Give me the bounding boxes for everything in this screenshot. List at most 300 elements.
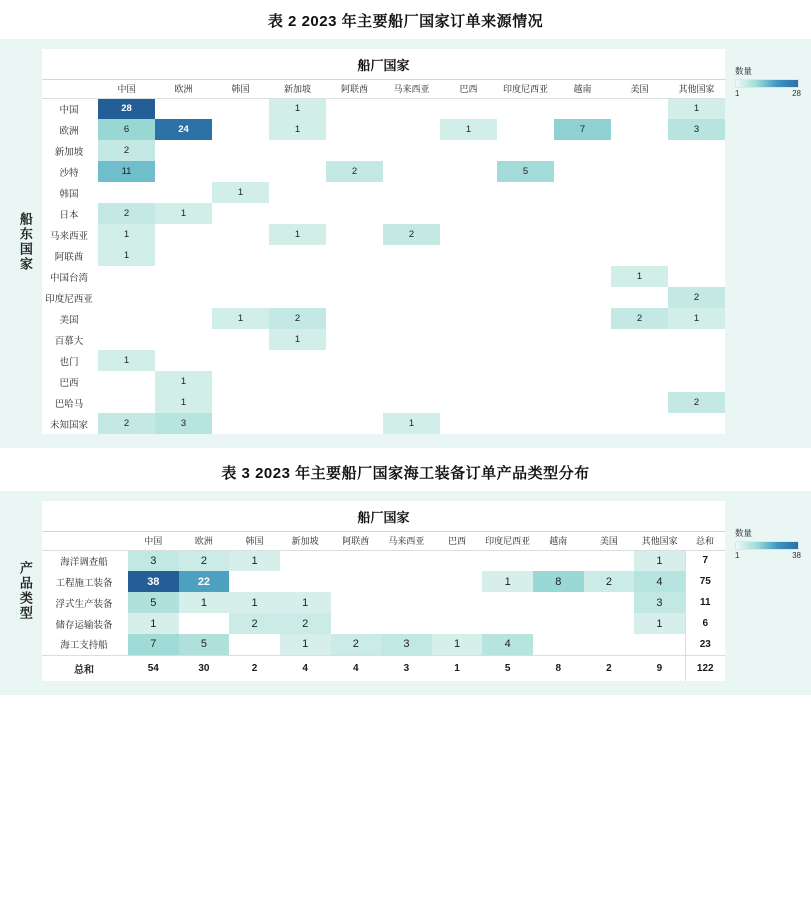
heatmap-cell-empty: [280, 550, 331, 571]
table2-panel: [0, 39, 811, 448]
grand-total: 122: [685, 655, 725, 681]
column-header: 韩国: [212, 80, 269, 98]
heatmap-cell-empty: [269, 140, 326, 161]
heatmap-cell-empty: [554, 266, 611, 287]
heatmap-cell: 4: [634, 571, 685, 592]
heatmap-cell-empty: [440, 203, 497, 224]
heatmap-cell-empty: [611, 224, 668, 245]
heatmap-cell-empty: [383, 203, 440, 224]
column-header-total: 总和: [685, 532, 725, 550]
heatmap-cell-empty: [326, 203, 383, 224]
heatmap-cell-empty: [432, 571, 483, 592]
heatmap-cell-empty: [326, 329, 383, 350]
column-header: 美国: [611, 80, 668, 98]
heatmap-cell: 38: [128, 571, 179, 592]
column-header: 欧洲: [179, 532, 230, 550]
heatmap-cell-empty: [497, 308, 554, 329]
column-total: 30: [179, 655, 230, 681]
heatmap-cell: 24: [155, 119, 212, 140]
heatmap-cell-empty: [98, 266, 155, 287]
table-row: [42, 119, 725, 140]
heatmap-cell-empty: [554, 413, 611, 434]
heatmap-cell-empty: [554, 98, 611, 119]
heatmap-cell-empty: [440, 350, 497, 371]
heatmap-cell-empty: [497, 98, 554, 119]
heatmap-cell-empty: [668, 140, 725, 161]
heatmap-cell-empty: [533, 592, 584, 613]
heatmap-cell-empty: [440, 287, 497, 308]
heatmap-cell: 2: [584, 571, 635, 592]
column-header: 新加坡: [280, 532, 331, 550]
heatmap-cell: 2: [611, 308, 668, 329]
heatmap-cell: 1: [269, 329, 326, 350]
heatmap-cell: 1: [212, 308, 269, 329]
heatmap-cell: 2: [383, 224, 440, 245]
heatmap-cell-empty: [269, 413, 326, 434]
heatmap-cell: 1: [229, 592, 280, 613]
row-header: 浮式生产装备: [55, 598, 113, 610]
heatmap-cell-empty: [497, 203, 554, 224]
heatmap-cell: 1: [212, 182, 269, 203]
heatmap-cell: 1: [611, 266, 668, 287]
column-header: 阿联酋: [331, 532, 382, 550]
legend-gradient-bar: [735, 79, 799, 88]
heatmap-cell-empty: [584, 634, 635, 655]
table-row: [42, 203, 725, 224]
heatmap-cell-empty: [331, 592, 382, 613]
heatmap-cell: 3: [128, 550, 179, 571]
column-header: 阿联酋: [326, 80, 383, 98]
heatmap-cell-empty: [381, 571, 432, 592]
column-header: 美国: [584, 532, 635, 550]
heatmap-cell: 1: [155, 203, 212, 224]
heatmap-cell-empty: [326, 140, 383, 161]
heatmap-cell-empty: [212, 266, 269, 287]
heatmap-cell: 2: [269, 308, 326, 329]
table-row: [42, 140, 725, 161]
heatmap-cell-empty: [554, 308, 611, 329]
heatmap-cell: 1: [269, 119, 326, 140]
heatmap-cell-empty: [269, 245, 326, 266]
heatmap-cell-empty: [668, 329, 725, 350]
heatmap-cell-empty: [212, 371, 269, 392]
row-header: 海洋调查船: [60, 556, 108, 568]
heatmap-cell-empty: [155, 266, 212, 287]
heatmap-cell: 2: [229, 613, 280, 634]
heatmap-cell: 1: [229, 550, 280, 571]
heatmap-cell-empty: [668, 203, 725, 224]
heatmap-cell-empty: [440, 266, 497, 287]
heatmap-cell-empty: [584, 592, 635, 613]
heatmap-cell-empty: [383, 350, 440, 371]
table-row: [42, 161, 725, 182]
heatmap-cell: 3: [668, 119, 725, 140]
table3-row-axis-label: 产品类型: [17, 561, 33, 621]
column-total: 54: [128, 655, 179, 681]
heatmap-cell-empty: [212, 140, 269, 161]
heatmap-cell-empty: [497, 329, 554, 350]
heatmap-cell-empty: [326, 119, 383, 140]
heatmap-cell-empty: [212, 224, 269, 245]
column-header: 印度尼西亚: [482, 532, 533, 550]
row-header: 海工支持船: [60, 640, 108, 652]
heatmap-cell-empty: [326, 350, 383, 371]
heatmap-cell-empty: [98, 329, 155, 350]
heatmap-cell-empty: [326, 224, 383, 245]
heatmap-cell: 1: [383, 413, 440, 434]
table3-matrix: [42, 501, 725, 681]
heatmap-cell-empty: [497, 392, 554, 413]
heatmap-cell: 2: [331, 634, 382, 655]
heatmap-cell-empty: [383, 287, 440, 308]
heatmap-cell: 1: [98, 350, 155, 371]
row-header: 新加坡: [54, 146, 84, 158]
table-row: [42, 329, 725, 350]
heatmap-cell-empty: [668, 245, 725, 266]
heatmap-cell-empty: [668, 350, 725, 371]
table-row: [42, 613, 725, 634]
table2-row-axis-label: 船东国家: [17, 211, 33, 272]
column-header: 巴西: [440, 80, 497, 98]
heatmap-cell: 2: [98, 140, 155, 161]
heatmap-cell-empty: [326, 308, 383, 329]
heatmap-cell-empty: [611, 98, 668, 119]
table-row: [42, 266, 725, 287]
row-total: 7: [685, 550, 725, 571]
heatmap-cell-empty: [554, 140, 611, 161]
heatmap-cell-empty: [212, 392, 269, 413]
heatmap-cell-empty: [554, 224, 611, 245]
column-header: 中国: [128, 532, 179, 550]
heatmap-cell: 1: [128, 613, 179, 634]
heatmap-cell: 1: [668, 98, 725, 119]
heatmap-cell-empty: [98, 371, 155, 392]
heatmap-cell: 1: [280, 634, 331, 655]
heatmap-cell-empty: [611, 287, 668, 308]
heatmap-cell-empty: [98, 308, 155, 329]
heatmap-cell-empty: [98, 287, 155, 308]
table3-legend: [735, 527, 801, 560]
heatmap-cell-empty: [383, 119, 440, 140]
table-row: [42, 98, 725, 119]
heatmap-cell-empty: [611, 413, 668, 434]
heatmap-cell-empty: [383, 371, 440, 392]
heatmap-cell-empty: [497, 371, 554, 392]
heatmap-cell-empty: [440, 140, 497, 161]
heatmap-cell: 1: [155, 371, 212, 392]
row-total: 23: [685, 634, 725, 655]
heatmap-cell-empty: [212, 245, 269, 266]
heatmap-cell-empty: [611, 350, 668, 371]
heatmap-cell-empty: [269, 350, 326, 371]
row-header: 马来西亚: [49, 230, 88, 242]
column-header: 印度尼西亚: [497, 80, 554, 98]
heatmap-cell-empty: [668, 224, 725, 245]
row-header: 印度尼西亚: [45, 293, 93, 305]
heatmap-cell: 1: [432, 634, 483, 655]
heatmap-cell-empty: [383, 182, 440, 203]
heatmap-cell-empty: [554, 329, 611, 350]
heatmap-cell-empty: [440, 392, 497, 413]
heatmap-cell-empty: [383, 140, 440, 161]
table-row: [42, 634, 725, 655]
heatmap-cell-empty: [155, 182, 212, 203]
column-header: 越南: [554, 80, 611, 98]
heatmap-cell: 2: [668, 392, 725, 413]
legend-gradient-bar: [735, 541, 799, 550]
column-header: 新加坡: [269, 80, 326, 98]
heatmap-cell: 1: [269, 98, 326, 119]
heatmap-cell-empty: [554, 203, 611, 224]
heatmap-cell-empty: [269, 287, 326, 308]
heatmap-cell: 2: [668, 287, 725, 308]
table2-matrix: [42, 49, 725, 434]
table-row: [42, 571, 725, 592]
heatmap-cell: 11: [98, 161, 155, 182]
heatmap-cell: 1: [179, 592, 230, 613]
corner-cell: [42, 532, 128, 550]
heatmap-cell: 2: [98, 413, 155, 434]
column-header: 韩国: [229, 532, 280, 550]
heatmap-cell-empty: [533, 613, 584, 634]
legend-min: 1: [735, 89, 740, 98]
row-header: 未知国家: [49, 419, 88, 431]
row-header: 中国台湾: [49, 272, 88, 284]
heatmap-cell: 1: [668, 308, 725, 329]
heatmap-cell-empty: [269, 266, 326, 287]
heatmap-cell-empty: [497, 287, 554, 308]
heatmap-cell: 3: [155, 413, 212, 434]
heatmap-cell-empty: [440, 245, 497, 266]
heatmap-cell-empty: [554, 245, 611, 266]
heatmap-cell-empty: [269, 371, 326, 392]
heatmap-cell-empty: [326, 245, 383, 266]
row-header: 日本: [59, 209, 79, 221]
heatmap-cell: 1: [98, 245, 155, 266]
heatmap-cell-empty: [155, 140, 212, 161]
heatmap-cell-empty: [497, 413, 554, 434]
heatmap-cell-empty: [668, 266, 725, 287]
heatmap-cell-empty: [383, 161, 440, 182]
heatmap-cell: 2: [326, 161, 383, 182]
heatmap-cell-empty: [482, 613, 533, 634]
heatmap-cell-empty: [383, 245, 440, 266]
heatmap-cell-empty: [668, 371, 725, 392]
heatmap-cell-empty: [497, 266, 554, 287]
heatmap-cell-empty: [381, 613, 432, 634]
heatmap-cell-empty: [331, 613, 382, 634]
heatmap-cell: 3: [381, 634, 432, 655]
table-total-row: [42, 655, 725, 681]
heatmap-cell-empty: [440, 98, 497, 119]
legend-max: 38: [792, 551, 801, 560]
heatmap-cell-empty: [155, 329, 212, 350]
heatmap-cell-empty: [440, 161, 497, 182]
row-total: 11: [685, 592, 725, 613]
heatmap-cell-empty: [98, 392, 155, 413]
column-header: 欧洲: [155, 80, 212, 98]
column-header: 马来西亚: [381, 532, 432, 550]
column-total: 3: [381, 655, 432, 681]
table-row: [42, 245, 725, 266]
table2-title: 表 2 2023 年主要船厂国家订单来源情况: [267, 13, 544, 30]
heatmap-cell-empty: [383, 392, 440, 413]
column-total: 5: [482, 655, 533, 681]
heatmap-cell-empty: [440, 371, 497, 392]
heatmap-cell-empty: [611, 140, 668, 161]
table2-col-group-label: 船厂国家: [42, 49, 725, 80]
heatmap-cell-empty: [440, 413, 497, 434]
heatmap-cell: 6: [98, 119, 155, 140]
heatmap-cell: 5: [179, 634, 230, 655]
heatmap-cell-empty: [155, 161, 212, 182]
heatmap-cell-empty: [440, 308, 497, 329]
heatmap-cell-empty: [440, 224, 497, 245]
heatmap-cell-empty: [497, 245, 554, 266]
table-row: [42, 392, 725, 413]
column-header: 其他国家: [668, 80, 725, 98]
table-row: [42, 592, 725, 613]
heatmap-cell-empty: [155, 287, 212, 308]
row-header: 美国: [59, 314, 79, 326]
column-header: 越南: [533, 532, 584, 550]
heatmap-cell-empty: [229, 634, 280, 655]
heatmap-cell: 1: [634, 550, 685, 571]
heatmap-cell-empty: [611, 371, 668, 392]
heatmap-cell-empty: [554, 371, 611, 392]
heatmap-cell-empty: [432, 592, 483, 613]
table-row: [42, 182, 725, 203]
heatmap-cell: 7: [128, 634, 179, 655]
heatmap-cell: 4: [482, 634, 533, 655]
heatmap-cell-empty: [554, 392, 611, 413]
heatmap-cell-empty: [668, 161, 725, 182]
row-header: 欧洲: [59, 125, 79, 137]
heatmap-cell-empty: [482, 592, 533, 613]
table-row: [42, 413, 725, 434]
heatmap-cell-empty: [497, 182, 554, 203]
heatmap-cell-empty: [497, 224, 554, 245]
heatmap-cell-empty: [212, 329, 269, 350]
heatmap-cell-empty: [611, 329, 668, 350]
heatmap-cell: 28: [98, 98, 155, 119]
heatmap-cell-empty: [179, 613, 230, 634]
heatmap-cell-empty: [155, 245, 212, 266]
heatmap-cell-empty: [497, 119, 554, 140]
heatmap-cell-empty: [584, 613, 635, 634]
heatmap-cell: 5: [128, 592, 179, 613]
heatmap-cell-empty: [212, 413, 269, 434]
row-header: 沙特: [59, 167, 79, 179]
heatmap-cell: 7: [554, 119, 611, 140]
row-header: 中国: [59, 104, 79, 116]
heatmap-cell: 3: [634, 592, 685, 613]
table-row: [42, 308, 725, 329]
row-header: 也门: [59, 356, 79, 368]
column-total: 4: [331, 655, 382, 681]
row-header: 百慕大: [54, 335, 84, 347]
heatmap-cell: 1: [440, 119, 497, 140]
table2-legend: [735, 65, 801, 98]
column-header: 马来西亚: [383, 80, 440, 98]
heatmap-cell: 5: [497, 161, 554, 182]
heatmap-cell: 1: [155, 392, 212, 413]
row-header: 巴西: [59, 377, 79, 389]
heatmap-cell-empty: [584, 550, 635, 571]
row-header: 储存运输装备: [55, 619, 113, 631]
heatmap-cell-empty: [212, 119, 269, 140]
heatmap-cell-empty: [383, 329, 440, 350]
heatmap-cell-empty: [331, 550, 382, 571]
heatmap-cell-empty: [381, 592, 432, 613]
table2-heatmap: [42, 80, 725, 434]
heatmap-cell: 22: [179, 571, 230, 592]
heatmap-cell: 2: [280, 613, 331, 634]
heatmap-cell-empty: [440, 329, 497, 350]
heatmap-cell: 1: [98, 224, 155, 245]
heatmap-cell-empty: [155, 308, 212, 329]
heatmap-cell-empty: [554, 287, 611, 308]
heatmap-cell-empty: [611, 119, 668, 140]
row-header: 韩国: [59, 188, 79, 200]
heatmap-cell-empty: [668, 413, 725, 434]
table-row: [42, 350, 725, 371]
row-header: 巴哈马: [54, 398, 84, 410]
row-header-total: 总和: [42, 655, 128, 681]
heatmap-cell-empty: [611, 203, 668, 224]
column-total: 9: [634, 655, 685, 681]
heatmap-cell-empty: [326, 266, 383, 287]
heatmap-cell-empty: [554, 182, 611, 203]
heatmap-cell: 1: [634, 613, 685, 634]
table-row: [42, 550, 725, 571]
legend-title: 数量: [735, 528, 753, 538]
heatmap-cell-empty: [554, 350, 611, 371]
table3-col-group-label: 船厂国家: [42, 501, 725, 532]
row-total: 75: [685, 571, 725, 592]
table3-heatmap: [42, 532, 725, 681]
heatmap-cell-empty: [554, 161, 611, 182]
heatmap-cell-empty: [611, 161, 668, 182]
heatmap-cell-empty: [432, 613, 483, 634]
heatmap-cell-empty: [269, 203, 326, 224]
heatmap-cell: 2: [98, 203, 155, 224]
column-total: 4: [280, 655, 331, 681]
heatmap-cell-empty: [432, 550, 483, 571]
row-total: 6: [685, 613, 725, 634]
heatmap-cell-empty: [269, 182, 326, 203]
column-header: 其他国家: [634, 532, 685, 550]
heatmap-cell-empty: [331, 571, 382, 592]
column-total: 8: [533, 655, 584, 681]
heatmap-cell-empty: [280, 571, 331, 592]
column-header: 中国: [98, 80, 155, 98]
heatmap-cell-empty: [98, 182, 155, 203]
table3-title: 表 3 2023 年主要船厂国家海工装备订单产品类型分布: [221, 465, 590, 482]
heatmap-cell-empty: [212, 98, 269, 119]
heatmap-cell-empty: [611, 392, 668, 413]
corner-cell: [42, 80, 98, 98]
heatmap-cell-empty: [383, 266, 440, 287]
column-total: 2: [229, 655, 280, 681]
legend-max: 28: [792, 89, 801, 98]
heatmap-cell-empty: [383, 308, 440, 329]
table-row: [42, 371, 725, 392]
heatmap-cell-empty: [482, 550, 533, 571]
heatmap-cell-empty: [381, 550, 432, 571]
heatmap-cell-empty: [611, 245, 668, 266]
heatmap-cell-empty: [440, 182, 497, 203]
